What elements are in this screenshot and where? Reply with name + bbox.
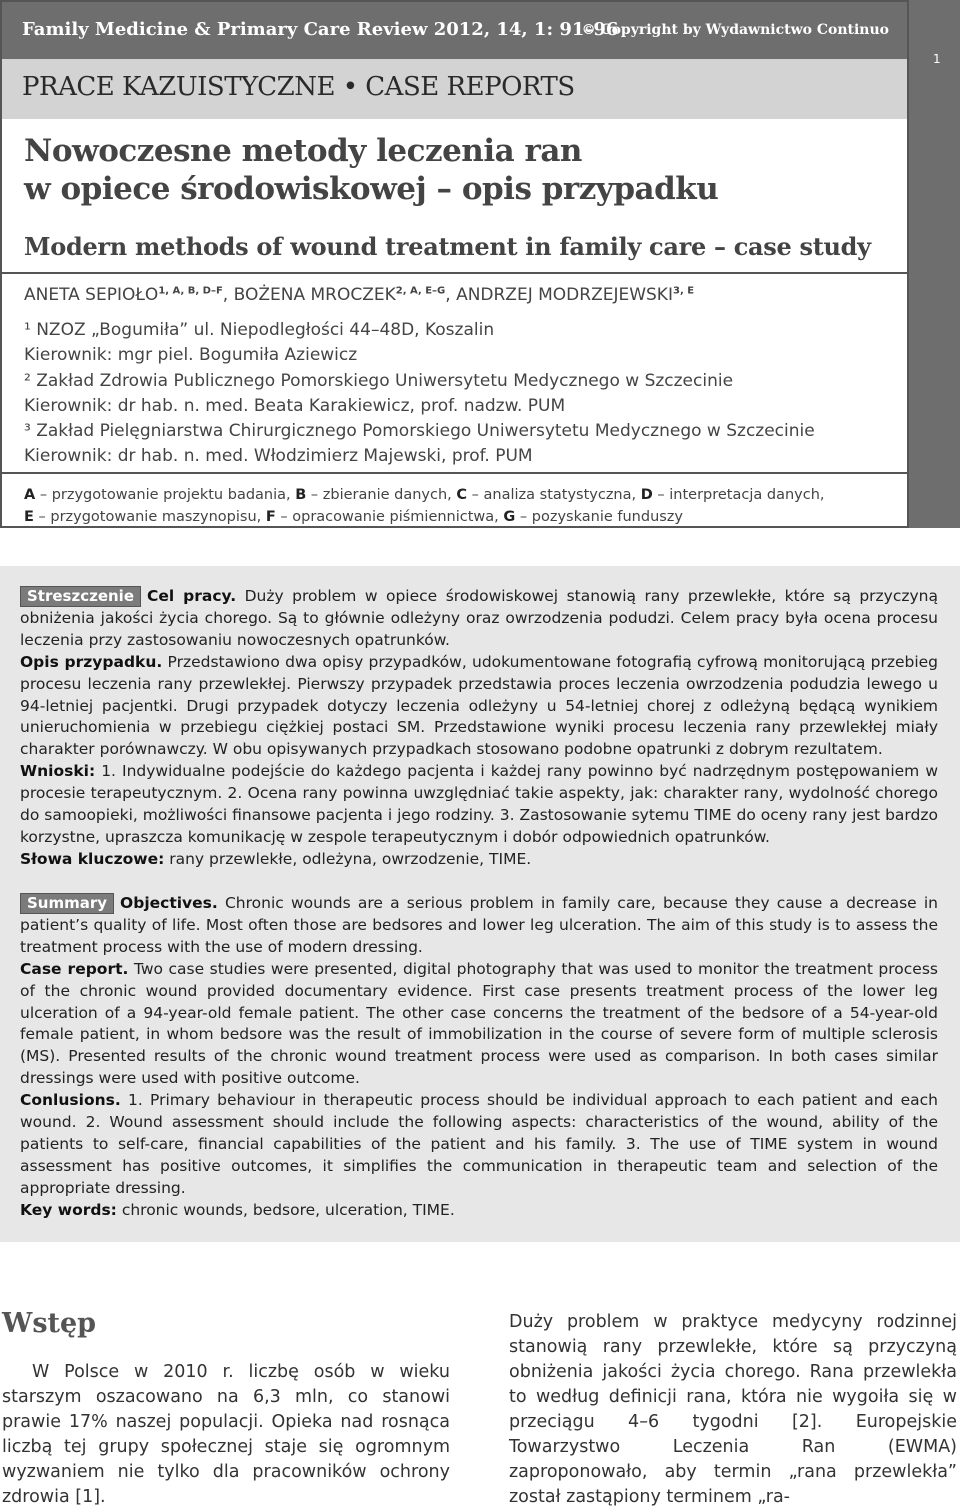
title-polish [24,132,894,208]
contribution-text: – przygotowanie projektu badania, [35,487,296,503]
author-affiliation-marks: 1, A, B, D–F [158,285,223,297]
abstract-keywords-text: chronic wounds, bedsore, ulceration, TIME. [116,1200,455,1219]
abstract-conclusions-text: 1. Indywidualne podejście do każdego pacjenta i każdej rany powinno być nadrzędnym postępowaniem w procesie terapeutycznym. 2. Ocena rany powinna uwzględniać takie aspekty, jak: charakter rany, wydolność chorego do samoopieki, możliwości finansowe pacjenta i jego rodziny. 3. Zastosowanie sytemu TIME do oceny rany jest bardzo korzystne, upraszcza komunikację w zespole terapeutycznym i dobór odpowiednich opatrunków. [20,762,938,846]
abstract-keywords-title: Słowa kluczowe: [20,849,165,868]
abstract-conclusions [20,761,938,849]
section-label: PRACE KAZUISTYCZNE • CASE REPORTS [22,72,575,102]
contribution-line [24,484,904,506]
section-bar [2,59,907,119]
abstract-case [20,652,938,762]
abstract-aim-title: Cel pracy. [147,587,237,605]
abstract-conclusions [20,1090,938,1200]
author-name: ANETA SEPIOŁO [24,285,159,305]
section-heading-intro: Wstęp [2,1308,97,1339]
author-name: ANDRZEJ MODRZEJEWSKI [456,285,673,305]
contribution-key: C [456,487,468,503]
abstract-aim-title: Objectives. [120,894,218,912]
contribution-text: – opracowanie piśmiennictwa, [275,509,504,525]
abstract-label: Summary [20,893,114,914]
abstract-case-title: Case report. [20,959,129,978]
affiliation-list [24,318,904,470]
contribution-text: – zbieranie danych, [306,487,457,503]
journal-bar [2,2,907,59]
contribution-legend [24,484,904,528]
abstract-keywords [20,849,938,871]
affiliation-line: ² Zakład Zdrowia Publicznego Pomorskiego Uniwersytetu Medycznego w Szczecinie [24,370,734,391]
contribution-line [24,506,904,528]
divider [2,272,909,274]
author-name: BOŻENA MROCZEK [233,285,396,305]
author-affiliation-marks: 2, A, E–G [395,285,446,297]
abstract-keywords [20,1200,938,1222]
contribution-key: D [640,487,653,503]
abstract-aim [20,586,938,652]
contribution-text: – interpretacja danych, [652,487,825,503]
affiliation-line: Kierownik: dr hab. n. med. Beata Karakiewicz, prof. nadzw. PUM [24,395,566,416]
abstract-case-title: Opis przypadku. [20,652,163,671]
affiliation-line: Kierownik: mgr piel. Bogumiła Aziewicz [24,345,358,366]
abstract-case-text: Przedstawiono dwa opisy przypadków, udokumentowane fotografią cyfrową monitorującą przebieg procesu leczenia rany przewlekłej. Pierwszy przypadek przedstawia proces leczenia owrzodzenia podudzia lewego u 94-letniej pacjentki. Drugi przypadek dotyczy leczenia odleżyny u 54-letniej chorej z odleżyną będącą wynikiem unieruchomienia w przebiegu ciężkiej postaci SM. Przedstawione wyniki procesu leczenia rany przewlekłej miały charakter porównawczy. W obu opisywanych przypadkach stosowano podobne opatrunki z dobrym rezultatem. [20,652,939,759]
abstract-conclusions-text: 1. Primary behaviour in therapeutic process should be individual approach to each patient and each wound. 2. Wound assessment should include the following aspects: characteristics of the wound, ability of the patients to self-care, financial capabilities of the patient and his family. 3. The use of TIME system in wound assessment has positive outcomes, it simplifies the communication in therapeutic team and selection of the appropriate dressing. [20,1091,938,1197]
copyright-notice: © Copyright by Wydawnictwo Continuo [581,22,889,38]
page-edge-stripe [909,0,960,528]
abstract-case-text: Two case studies were presented, digital photography that was used to monitor the treatment process of the chronic wound provided documentary evidence. First case presents treatment process of the lower leg ulceration of a 94-year-old female patient. The other case concerns the treatment of the bedsore of a 54-year-old female patient, in whom bedsore was the result of immobilization in the course of severe form of multiple sclerosis (MS). Presented results of the chronic wound treatment process were used as comparison. In both cases similar dressings were used with positive outcome. [20,959,938,1088]
abstract-keywords-title: Key words: [20,1200,117,1219]
affiliation-line: Kierownik: dr hab. n. med. Włodzimierz Majewski, prof. PUM [24,446,533,467]
divider [2,472,909,474]
title-polish-line-2: w opiece środowiskowej – opis przypadku [24,171,719,207]
contribution-key: B [295,487,307,503]
page-number: 1 [933,52,941,66]
abstract-aim [20,893,938,959]
abstract-keywords-text: rany przewlekłe, odleżyna, owrzodzenie, TIME. [164,849,532,868]
abstract-aim-text: Chronic wounds are a serious problem in family care, because they cause a decrease in patient’s quality of life. Most often those are bedsores and lower leg ulceration. The aim of this study is to assess the treatment process with the use of modern dressing. [20,894,938,956]
journal-title: Family Medicine & Primary Care Review 2012, 14, 1: 91–96 [22,19,619,40]
abstract-english [20,893,938,1222]
title-english: Modern methods of wound treatment in family care – case study [24,232,871,261]
abstract-polish [20,586,938,871]
abstract-case [20,959,938,1090]
body-column-left: W Polsce w 2010 r. liczbę osób w wieku starszym oszacowano na 6,3 mln, co stanowi prawie 17% naszej populacji. Opieka nad rosnąca liczbą tej grupy społecznej staje się ogromnym wyzwaniem nie tylko dla pracowników ochrony zdrowia [1]. [2,1362,450,1507]
article-header [0,0,909,528]
affiliation-line: ³ Zakład Pielęgniarstwa Chirurgicznego Pomorskiego Uniwersytetu Medycznego w Szczecinie [24,421,815,442]
affiliation-line: ¹ NZOZ „Bogumiła” ul. Niepodległości 44–48D, Koszalin [24,320,495,340]
abstract-aim-text: Duży problem w opiece środowiskowej stanowią rany przewlekłe, które są przyczyną obniżenia jakości życia chorego. Są to głównie odleżyny oraz owrzodzenia podudzi. Celem pracy była ocena procesu leczenia przy zastosowaniu nowoczesnych opatrunków. [20,587,938,649]
contribution-key: G [503,509,516,525]
contribution-key: A [24,487,36,503]
contribution-text: – analiza statystyczna, [467,487,641,503]
body-column-right: Duży problem w praktyce medycyny rodzinnej stanowią rany przewlekłe, które są przyczyną obniżenia jakości życia chorego. Rana przewlekła to według definicji rana, która nie wygoiła się w przeciągu 4–6 tygodni [2]. Europejskie Towarzystwo Leczenia Ran (EWMA) zaproponowało, aby termin „rana przewlekła” został zastąpiony terminem „ra- [509,1312,957,1507]
title-polish-line-1: Nowoczesne metody leczenia ran [24,133,582,169]
contribution-key: F [265,509,276,525]
contribution-text: – pozyskanie funduszy [515,509,684,525]
contribution-text: – przygotowanie maszynopisu, [33,509,266,525]
author-affiliation-marks: 3, E [672,285,695,297]
author-list: ANETA $SEPIOŁO^{1, A, B, D-F}$, BOŻENA $MROCZEK^{2, A, E-G}$, ANDRZEJ $MODRZEJEWSKI^{3, E}$ [24,285,695,305]
abstract-conclusions-title: Wnioski: [20,762,96,781]
abstract-conclusions-title: Conlusions. [20,1091,121,1110]
contribution-key: E [24,509,34,525]
abstract-label: Streszczenie [20,586,141,607]
